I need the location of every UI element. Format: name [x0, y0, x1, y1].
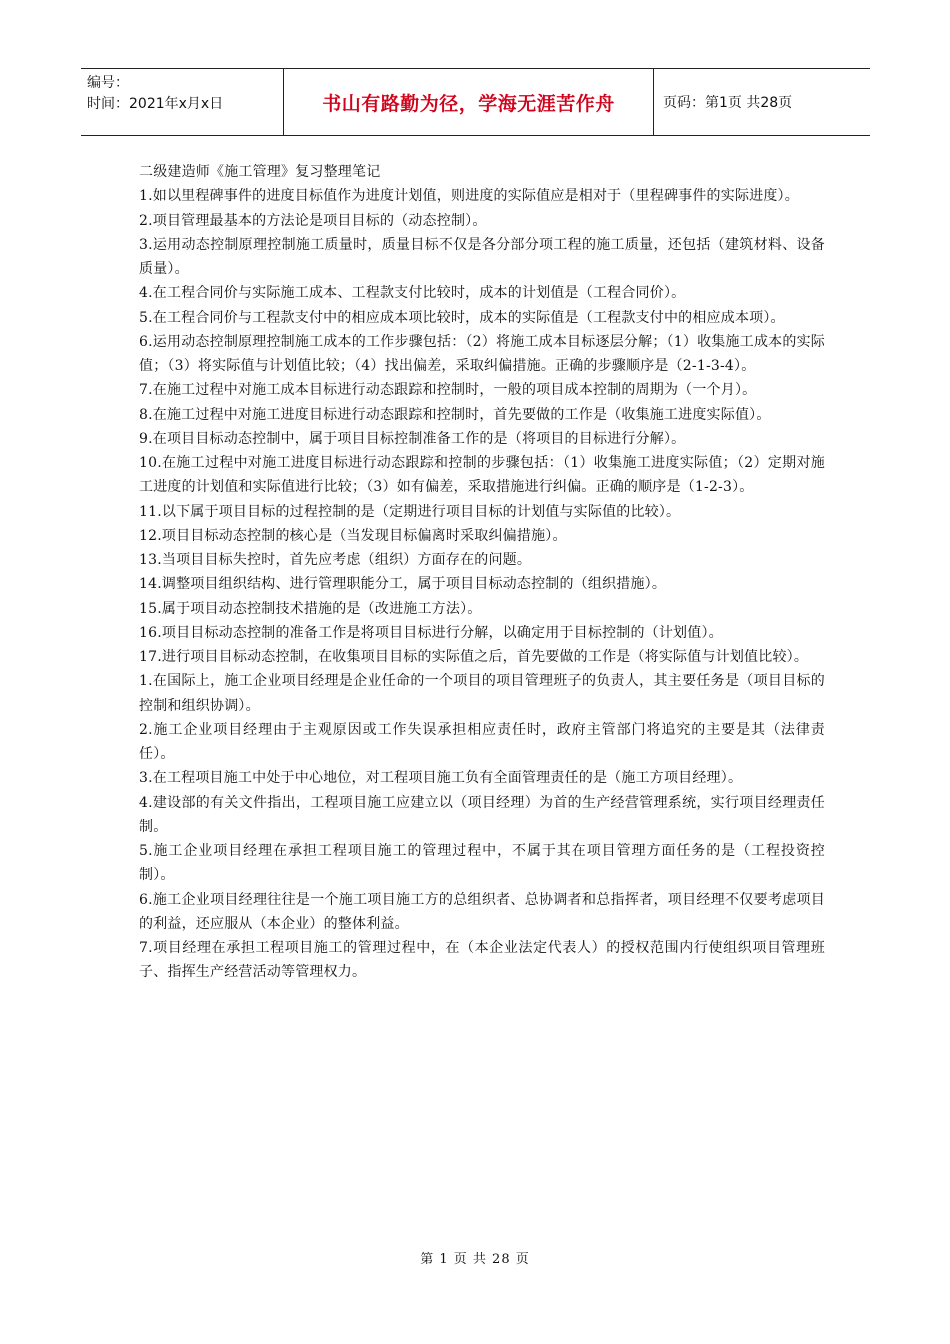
- paragraph: 7.在施工过程中对施工成本目标进行动态跟踪和控制时，一般的项目成本控制的周期为（一个月）。: [139, 382, 757, 399]
- paragraph: 2.项目管理最基本的方法论是项目目标的（动态控制）。: [139, 212, 487, 229]
- paragraph: 8.在施工过程中对施工进度目标进行动态跟踪和控制时，首先要做的工作是（收集施工进度实际值）。: [139, 406, 771, 423]
- header-page-label: 页码：第1页 共28页: [663, 95, 793, 111]
- date-label: 时间：2021年x月x日: [87, 96, 224, 112]
- page-footer: 第 1 页 共 28 页: [420, 1252, 530, 1267]
- document-body: [139, 160, 825, 985]
- paragraph: 10.在施工过程中对施工进度目标进行动态跟踪和控制的步骤包括：（1）收集施工进度实际值；（2）定期对施工进度的计划值和实际值进行比较；（3）如有偏差，采取措施进行纠偏。正确的顺序是（1-2-3）。: [139, 455, 825, 496]
- paragraph: 5.施工企业项目经理在承担工程项目施工的管理过程中，不属于其在项目管理方面任务的是（工程投资控制）。: [139, 843, 825, 884]
- paragraph: 9.在项目目标动态控制中，属于项目目标控制准备工作的是（将项目的目标进行分解）。: [139, 430, 686, 447]
- paragraph: 15.属于项目动态控制技术措施的是（改进施工方法）。: [139, 600, 482, 617]
- paragraph: 14.调整项目组织结构、进行管理职能分工，属于项目目标动态控制的（组织措施）。: [139, 576, 667, 593]
- paragraph: 5.在工程合同价与工程款支付中的相应成本项比较时，成本的实际值是（工程款支付中的相应成本项）。: [139, 309, 785, 326]
- paragraph: 16.项目目标动态控制的准备工作是将项目目标进行分解，以确定用于目标控制的（计划值）。: [139, 624, 723, 641]
- paragraph: 2.施工企业项目经理由于主观原因或工作失误承担相应责任时，政府主管部门将追究的主要是其（法律责任）。: [139, 721, 825, 762]
- paragraph: 1.如以里程碑事件的进度目标值作为进度计划值，则进度的实际值应是相对于（里程碑事件的实际进度）。: [139, 188, 799, 205]
- paragraph: 4.建设部的有关文件指出，工程项目施工应建立以（项目经理）为首的生产经营管理系统，实行项目经理责任制。: [139, 794, 825, 835]
- paragraph: 12.项目目标动态控制的核心是（当发现目标偏离时采取纠偏措施）。: [139, 527, 567, 544]
- paragraph: 11.以下属于项目目标的过程控制的是（定期进行项目目标的计划值与实际值的比较）。: [139, 503, 681, 520]
- paragraph: 13.当项目目标失控时，首先应考虑（组织）方面存在的问题。: [139, 552, 532, 568]
- paragraph: 3.运用动态控制原理控制施工质量时，质量目标不仅是各分部分项工程的施工质量，还包括（建筑材料、设备质量）。: [139, 236, 825, 277]
- paragraph: 17.进行项目目标动态控制，在收集项目目标的实际值之后，首先要做的工作是（将实际值与计划值比较）。: [139, 649, 809, 665]
- number-label: 编号：: [87, 75, 129, 91]
- paragraph: 7.项目经理在承担工程项目施工的管理过程中，在（本企业法定代表人）的授权范围内行使组织项目管理班子、指挥生产经营活动等管理权力。: [139, 940, 825, 981]
- paragraph: 4.在工程合同价与实际施工成本、工程款支付比较时，成本的计划值是（工程合同价）。: [139, 285, 686, 302]
- header-motto: 书山有路勤为径，学海无涯苦作舟: [284, 69, 654, 135]
- paragraph: 1.在国际上，施工企业项目经理是企业任命的一个项目的项目管理班子的负责人，其主要任务是（项目目标的控制和组织协调）。: [139, 673, 825, 714]
- document-title: 二级建造师《施工管理》复习整理笔记: [139, 164, 381, 180]
- paragraph: 6.施工企业项目经理往往是一个施工项目施工方的总组织者、总协调者和总指挥者，项目经理不仅要考虑项目的利益，还应服从（本企业）的整体利益。: [139, 891, 825, 932]
- paragraph: 3.在工程项目施工中处于中心地位，对工程项目施工负有全面管理责任的是（施工方项目经理）。: [139, 770, 743, 787]
- page-header: [81, 68, 870, 136]
- paragraph: 6.运用动态控制原理控制施工成本的工作步骤包括：（2）将施工成本目标逐层分解；（1）收集施工成本的实际值；（3）将实际值与计划值比较；（4）找出偏差，采取纠偏措施。正确的步骤顺序是（2-1-3-4）。: [139, 333, 825, 374]
- header-left-cell: [81, 69, 284, 135]
